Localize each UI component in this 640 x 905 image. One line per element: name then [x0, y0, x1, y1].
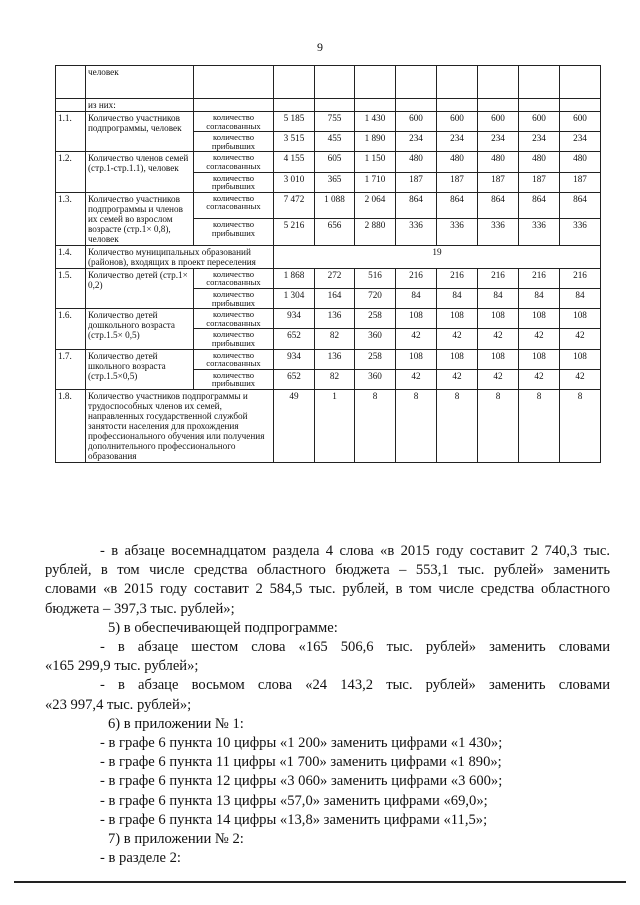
empty-cell: [437, 66, 478, 99]
value-cell: 108: [560, 309, 601, 329]
value-cell: 42: [437, 329, 478, 349]
value-cell: 2 064: [355, 192, 396, 219]
paragraph-line: бюджета – 397,3 тыс. рублей»;: [45, 600, 235, 617]
paragraph-line: - в графе 6 пункта 10 цифры «1 200» заменить цифрами «1 430»;: [100, 735, 503, 752]
value-cell: 2 880: [355, 219, 396, 246]
body-text: [45, 542, 610, 868]
value-cell: 455: [315, 132, 355, 152]
value-cell: 365: [315, 172, 355, 192]
value-cell: 216: [519, 268, 560, 288]
value-cell: 234: [478, 132, 519, 152]
row-index: 1.1.: [56, 112, 86, 152]
empty-cell: [194, 99, 274, 112]
paragraph-line: - в графе 6 пункта 14 цифры «13,8» заменить цифрами «11,5»;: [100, 811, 488, 828]
value-cell: 934: [274, 349, 315, 369]
value-cell: 5 216: [274, 219, 315, 246]
value-cell: 516: [355, 268, 396, 288]
value-cell: 360: [355, 369, 396, 389]
value-cell: 600: [396, 112, 437, 132]
value-cell: 1 868: [274, 268, 315, 288]
value-cell: 652: [274, 329, 315, 349]
value-cell: 272: [315, 268, 355, 288]
value-cell: 216: [396, 268, 437, 288]
value-cell: 108: [437, 349, 478, 369]
row-label: Количество детей (стр.1× 0,2): [86, 268, 194, 308]
row-index: 1.2.: [56, 152, 86, 192]
row-index: 1.4.: [56, 245, 86, 268]
value-cell: 258: [355, 309, 396, 329]
value-cell: 187: [437, 172, 478, 192]
indicator-cell: количество согласованных: [194, 152, 274, 172]
paragraph-line: 6) в приложении № 1:: [108, 715, 244, 732]
indicator-cell: количество прибывших: [194, 329, 274, 349]
value-cell: 600: [560, 112, 601, 132]
value-cell: 336: [437, 219, 478, 246]
indicator-cell: количество согласованных: [194, 309, 274, 329]
table-row: [56, 66, 601, 99]
indicator-cell: количество прибывших: [194, 288, 274, 308]
paragraph-line: - в графе 6 пункта 11 цифры «1 700» заменить цифрами «1 890»;: [100, 754, 502, 771]
value-cell: 216: [478, 268, 519, 288]
merged-value-cell: 19: [274, 245, 601, 268]
empty-cell: [194, 66, 274, 99]
value-cell: 8: [478, 389, 519, 462]
value-cell: 164: [315, 288, 355, 308]
row-label: Количество участников подпрограммы, человек: [86, 112, 194, 152]
value-cell: 934: [274, 309, 315, 329]
label-cell: из них:: [86, 99, 194, 112]
value-cell: 108: [519, 309, 560, 329]
paragraph-line: 5) в обеспечивающей подпрограмме:: [108, 619, 338, 636]
empty-cell: [315, 66, 355, 99]
value-cell: 5 185: [274, 112, 315, 132]
empty-cell: [519, 66, 560, 99]
value-cell: 187: [396, 172, 437, 192]
value-cell: 480: [478, 152, 519, 172]
value-cell: 480: [437, 152, 478, 172]
row-index: 1.8.: [56, 389, 86, 462]
value-cell: 49: [274, 389, 315, 462]
value-cell: 187: [560, 172, 601, 192]
value-cell: 234: [437, 132, 478, 152]
value-cell: 234: [396, 132, 437, 152]
index-cell: [56, 66, 86, 99]
indicator-cell: количество согласованных: [194, 268, 274, 288]
value-cell: 216: [560, 268, 601, 288]
value-cell: 42: [519, 369, 560, 389]
value-cell: 600: [478, 112, 519, 132]
row-index: 1.5.: [56, 268, 86, 308]
value-cell: 864: [560, 192, 601, 219]
value-cell: 108: [437, 309, 478, 329]
empty-cell: [274, 99, 315, 112]
value-cell: 656: [315, 219, 355, 246]
row-label: Количество членов семей (стр.1-стр.1.1), человек: [86, 152, 194, 192]
value-cell: 42: [396, 369, 437, 389]
paragraph-line: - в графе 6 пункта 12 цифры «3 060» заменить цифрами «3 600»;: [100, 773, 503, 790]
value-cell: 42: [560, 329, 601, 349]
paragraph-line: 7) в приложении № 2:: [108, 831, 244, 848]
value-cell: 108: [396, 309, 437, 329]
indicator-cell: количество согласованных: [194, 192, 274, 219]
indicator-cell: количество прибывших: [194, 132, 274, 152]
table-row: [56, 245, 601, 268]
value-cell: 84: [519, 288, 560, 308]
empty-cell: [560, 99, 601, 112]
value-cell: 755: [315, 112, 355, 132]
empty-cell: [274, 66, 315, 99]
value-cell: 8: [560, 389, 601, 462]
table-row: [56, 112, 601, 132]
page-bottom-rule: [14, 881, 626, 883]
paragraph-line: - в графе 6 пункта 13 цифры «57,0» заменить цифрами «69,0»;: [100, 792, 488, 809]
value-cell: 136: [315, 309, 355, 329]
value-cell: 108: [396, 349, 437, 369]
value-cell: 84: [478, 288, 519, 308]
empty-cell: [437, 99, 478, 112]
value-cell: 336: [519, 219, 560, 246]
paragraph-line: словами «в 2015 году составит 2 584,5 тыс. рублей, в том числе средства областного: [45, 581, 610, 598]
value-cell: 3 515: [274, 132, 315, 152]
label-cell: человек: [86, 66, 194, 99]
value-cell: 652: [274, 369, 315, 389]
value-cell: 864: [519, 192, 560, 219]
value-cell: 360: [355, 329, 396, 349]
row-label: Количество детей школьного возраста (стр.1.5×0,5): [86, 349, 194, 389]
paragraph-line: - в разделе 2:: [100, 850, 181, 867]
value-cell: 42: [478, 369, 519, 389]
value-cell: 234: [560, 132, 601, 152]
value-cell: 336: [396, 219, 437, 246]
value-cell: 42: [437, 369, 478, 389]
table-row: [56, 99, 601, 112]
row-label: Количество детей дошкольного возраста (стр.1.5× 0,5): [86, 309, 194, 349]
value-cell: 108: [478, 309, 519, 329]
value-cell: 187: [478, 172, 519, 192]
table-row: [56, 309, 601, 329]
value-cell: 8: [437, 389, 478, 462]
row-label: Количество участников подпрограммы и трудоспособных членов их семей, направленных государственной службой занятости населения для прохождения профессионального обучения или получения дополнительного профессионального образования: [86, 389, 274, 462]
value-cell: 108: [478, 349, 519, 369]
value-cell: 720: [355, 288, 396, 308]
value-cell: 864: [396, 192, 437, 219]
value-cell: 82: [315, 329, 355, 349]
table-row: [56, 192, 601, 219]
row-label: Количество участников подпрограммы и членов их семей во взрослом возрасте (стр.1× 0,8), человек: [86, 192, 194, 245]
page-number: 9: [317, 40, 323, 54]
value-cell: 1 430: [355, 112, 396, 132]
empty-cell: [478, 99, 519, 112]
value-cell: 108: [519, 349, 560, 369]
empty-cell: [315, 99, 355, 112]
empty-cell: [478, 66, 519, 99]
value-cell: 336: [560, 219, 601, 246]
value-cell: 336: [478, 219, 519, 246]
value-cell: 42: [519, 329, 560, 349]
value-cell: 3 010: [274, 172, 315, 192]
value-cell: 480: [519, 152, 560, 172]
value-cell: 216: [437, 268, 478, 288]
value-cell: 605: [315, 152, 355, 172]
value-cell: 7 472: [274, 192, 315, 219]
value-cell: 600: [519, 112, 560, 132]
value-cell: 84: [396, 288, 437, 308]
value-cell: 480: [396, 152, 437, 172]
value-cell: 8: [396, 389, 437, 462]
value-cell: 42: [396, 329, 437, 349]
value-cell: 1 890: [355, 132, 396, 152]
paragraph-line: - в абзаце шестом слова «165 506,6 тыс. рублей» заменить словами: [100, 639, 610, 656]
paragraph-line: «23 997,4 тыс. рублей»;: [45, 696, 192, 713]
indicator-cell: количество прибывших: [194, 369, 274, 389]
empty-cell: [396, 99, 437, 112]
row-index: 1.6.: [56, 309, 86, 349]
value-cell: 1 304: [274, 288, 315, 308]
value-cell: 8: [519, 389, 560, 462]
value-cell: 258: [355, 349, 396, 369]
data-table: [55, 65, 601, 463]
empty-cell: [355, 99, 396, 112]
row-index: 1.7.: [56, 349, 86, 389]
paragraph-line: - в абзаце восемнадцатом раздела 4 слова «в 2015 году составит 2 740,3 тыс.: [100, 543, 610, 559]
empty-cell: [396, 66, 437, 99]
value-cell: 136: [315, 349, 355, 369]
value-cell: 1: [315, 389, 355, 462]
value-cell: 4 155: [274, 152, 315, 172]
table-row: [56, 349, 601, 369]
value-cell: 864: [478, 192, 519, 219]
paragraph-line: - в абзаце восьмом слова «24 143,2 тыс. рублей» заменить словами: [100, 677, 610, 694]
value-cell: 8: [355, 389, 396, 462]
indicator-cell: количество прибывших: [194, 219, 274, 246]
indicator-cell: количество согласованных: [194, 349, 274, 369]
value-cell: 42: [560, 369, 601, 389]
table-row: [56, 152, 601, 172]
value-cell: 600: [437, 112, 478, 132]
table-row: [56, 389, 601, 462]
empty-cell: [519, 99, 560, 112]
value-cell: 480: [560, 152, 601, 172]
empty-cell: [560, 66, 601, 99]
value-cell: 108: [560, 349, 601, 369]
value-cell: 234: [519, 132, 560, 152]
value-cell: 82: [315, 369, 355, 389]
value-cell: 84: [560, 288, 601, 308]
indicator-cell: количество прибывших: [194, 172, 274, 192]
value-cell: 864: [437, 192, 478, 219]
value-cell: 84: [437, 288, 478, 308]
value-cell: 1 150: [355, 152, 396, 172]
index-cell: [56, 99, 86, 112]
value-cell: 1 710: [355, 172, 396, 192]
indicator-cell: количество согласованных: [194, 112, 274, 132]
row-index: 1.3.: [56, 192, 86, 245]
table-row: [56, 268, 601, 288]
value-cell: 1 088: [315, 192, 355, 219]
paragraph-line: рублей, в том числе средства областного бюджета – 553,1 тыс. рублей» заменить: [45, 562, 610, 579]
value-cell: 42: [478, 329, 519, 349]
row-label: Количество муниципальных образований (районов), входящих в проект переселения: [86, 245, 274, 268]
paragraph-line: «165 299,9 тыс. рублей»;: [45, 658, 199, 675]
value-cell: 187: [519, 172, 560, 192]
empty-cell: [355, 66, 396, 99]
